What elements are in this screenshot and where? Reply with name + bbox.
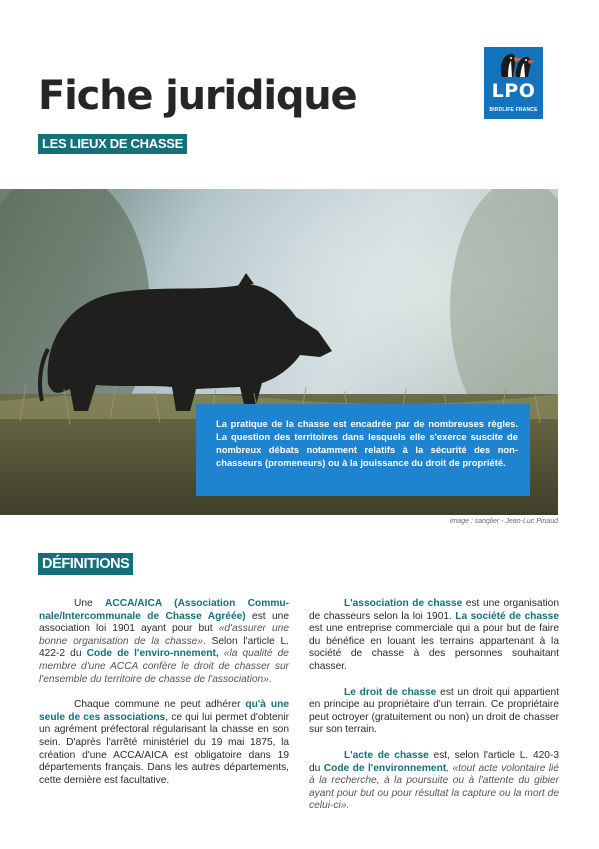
droit-paragraph: Le droit de chasse est un droit qui appartient en principe au propriétaire d'un terrain. Ce propriétaire peut octroyer (gratuitement ou non) un droit de chasser sur son terrain.	[309, 686, 559, 736]
quote: «la qualité de membre d'une ACCA confère le droit de chasser sur l'ensemble du territoire de chasse de l'association».	[39, 648, 289, 685]
term-droit: Le droit de chasse	[344, 686, 437, 698]
quote: , «tout acte volontaire lié à la recherche, à la poursuite ou à l'attente du gibier ayant pour but ou pour résultat la capture ou la mort de celui-ci».	[309, 762, 559, 812]
term-code-env: Code de l'enviro-nnement,	[86, 648, 219, 660]
term-societe: La société de chasse	[455, 610, 559, 622]
logo-subtext: BIRDLIFE FRANCE	[489, 107, 538, 113]
term-one-association: qu'à une seule de ces associations	[39, 699, 289, 723]
section-heading: DÉFINITIONS	[38, 553, 133, 575]
association-paragraph: L'association de chasse est une organisation de chasseurs selon la loi 1901. La société de chasse est une entreprise commerciale qui a pour but de faire du bénéfice en louant les terrains appartenant à la société de chasse à des personnes souhaitant chasser.	[309, 598, 559, 672]
definitions-left-column	[39, 598, 289, 800]
logo-text: LPO	[491, 80, 536, 102]
lpo-logo	[484, 47, 543, 119]
acca-paragraph: Une ACCA/AICA (Association Commu-nale/Intercommunale de Chasse Agréée) est une association loi 1901 ayant pour but «d'assurer une bonne organisation de la chasse». Selon l'article L. 422-2 du Code de l'enviro-nnement, «la qualité de membre d'une ACCA confère le droit de chasser sur l'ensemble du territoire de chasse de l'association».	[39, 598, 289, 685]
subtitle-badge: LES LIEUX DE CHASSE	[38, 134, 187, 154]
page-title: Fiche juridique	[38, 73, 357, 119]
term-code-env: Code de l'environnement	[323, 762, 447, 774]
term-acca: ACCA/AICA (Association Commu-nale/Intercommunale de Chasse Agréée)	[39, 598, 289, 622]
commune-paragraph: Chaque commune ne peut adhérer qu'à une seule de ces associations, ce qui lui permet d'obtenir un agrément préfectoral régularisant la chasse en son sein. D'après l'arrêté ministériel du 19 mai 1875, la création d'une ACCA/AICA est obligatoire dans 19 départements français. Dans les autres départements, cette dernière est facultative.	[39, 699, 289, 786]
acte-paragraph: L'acte de chasse est, selon l'article L. 420-3 du Code de l'environnement, «tout acte volontaire lié à la recherche, à la poursuite ou à l'attente du gibier ayant pour but ou pour résultat la capture ou la mort de celui-ci».	[309, 749, 559, 812]
photo-caption: image : sanglier - Jean-Luc Pinaud	[449, 518, 558, 525]
definitions-right-column	[309, 598, 559, 826]
intro-callout: La pratique de la chasse est encadrée par de nombreuses règles. La question des territoires dans lesquels elle s'exerce suscite de nombreux débats notamment relatifs à la sécurité des non-chasseurs (promeneurs) ou à la jouissance du droit de propriété.	[196, 404, 530, 496]
term-association: L'association de chasse	[344, 598, 463, 609]
quote: «d'assurer une bonne organisation de la chasse»	[39, 623, 289, 647]
term-acte: L'acte de chasse	[344, 749, 429, 761]
